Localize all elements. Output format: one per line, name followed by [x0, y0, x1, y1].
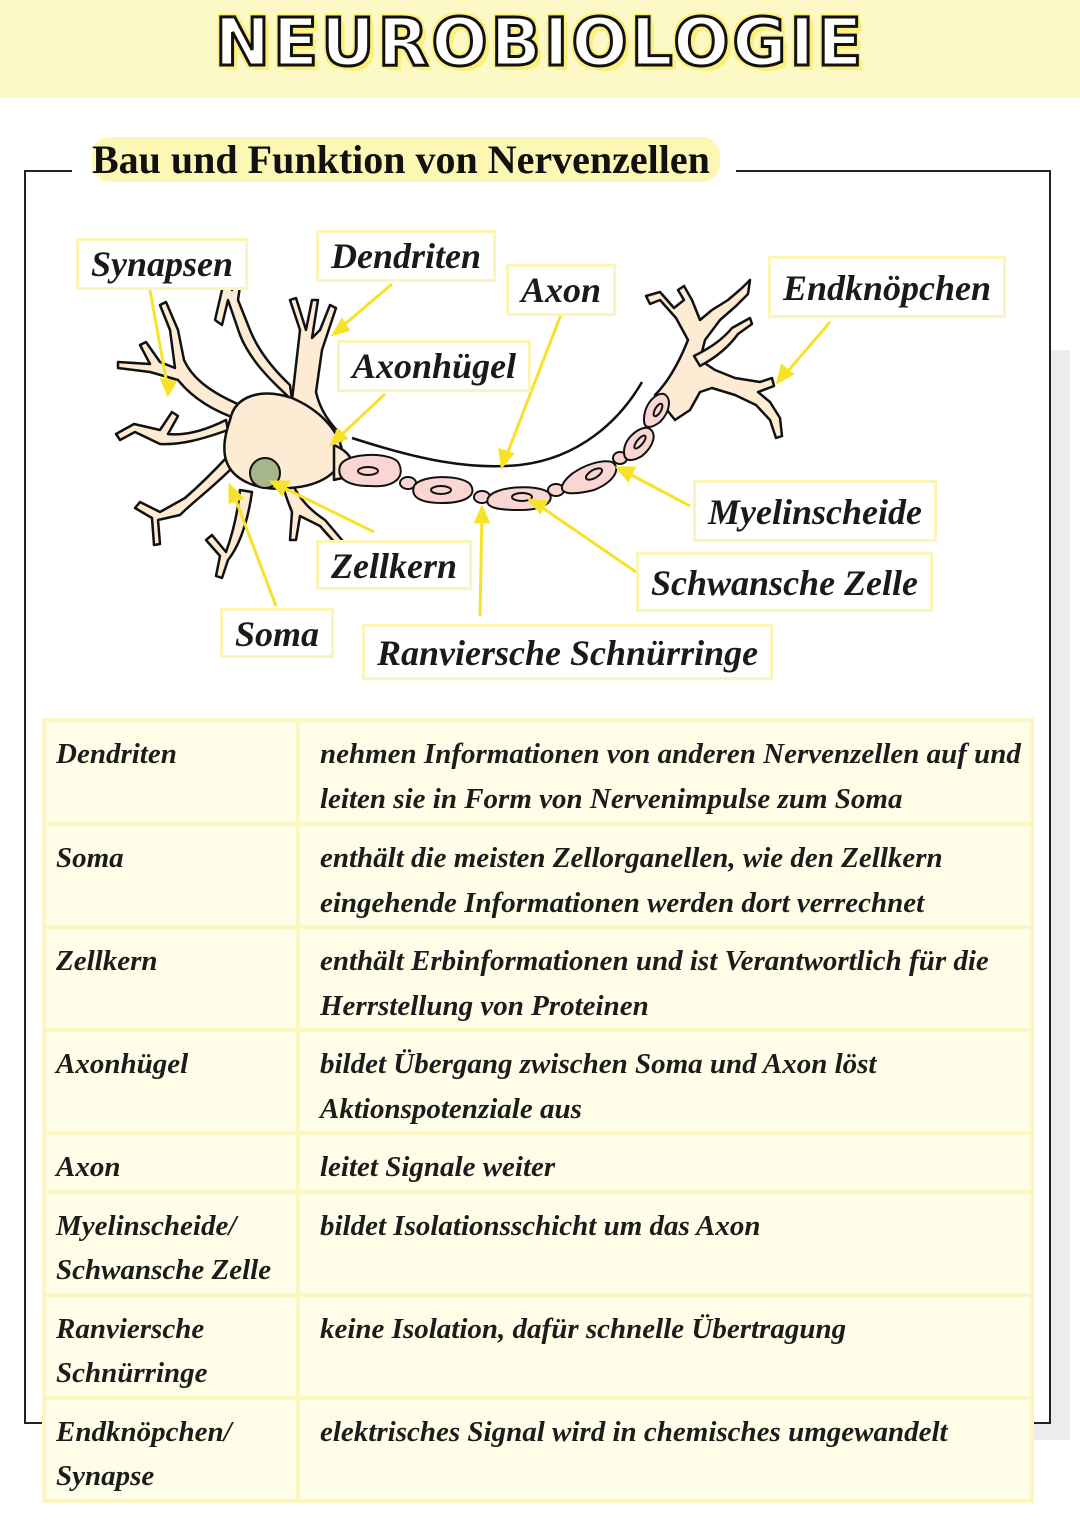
label-dendriten: Dendriten: [316, 230, 496, 282]
table-row: [44, 1192, 1032, 1295]
table-row: [44, 720, 1032, 824]
section-title-text: Bau und Funktion von Nervenzellen: [92, 137, 720, 182]
desc-cell: keine Isolation, dafür schnelle Übertragung: [298, 1295, 1032, 1398]
label-ranviersche: Ranviersche Schnürringe: [362, 624, 773, 680]
term-cell: Axon: [44, 1133, 298, 1192]
desc-cell: enthält die meisten Zellorganellen, wie den Zellkern eingehende Informationen werden dort verrechnet: [298, 824, 1032, 927]
table-row: [44, 1295, 1032, 1398]
label-zellkern: Zellkern: [316, 540, 472, 590]
desc-cell: nehmen Informationen von anderen Nervenzellen auf und leiten sie in Form von Nervenimpulse zum Soma: [298, 720, 1032, 824]
desc-cell: bildet Übergang zwischen Soma und Axon löst Aktionspotenziale aus: [298, 1030, 1032, 1133]
table-row: [44, 1133, 1032, 1192]
term-cell: Soma: [44, 824, 298, 927]
table-row: [44, 927, 1032, 1030]
neuron-cell: [116, 266, 782, 578]
term-cell: Endknöpchen/ Synapse: [44, 1398, 298, 1501]
page-title: NEUROBIOLOGIE: [214, 4, 866, 81]
label-synapsen: Synapsen: [76, 238, 248, 290]
axon-bracket: [352, 382, 642, 466]
label-soma: Soma: [220, 608, 334, 658]
table-row: [44, 1398, 1032, 1501]
term-cell: Myelinscheide/ Schwansche Zelle: [44, 1192, 298, 1295]
neuron-diagram: [0, 0, 1080, 720]
term-cell: Axonhügel: [44, 1030, 298, 1133]
term-cell: Dendriten: [44, 720, 298, 824]
term-cell: Ranviersche Schnürringe: [44, 1295, 298, 1398]
term-cell: Zellkern: [44, 927, 298, 1030]
label-myelinscheide: Myelinscheide: [693, 480, 937, 542]
label-endknoepchen: Endknöpchen: [768, 256, 1006, 318]
desc-cell: enthält Erbinformationen und ist Verantwortlich für die Herrstellung von Proteinen: [298, 927, 1032, 1030]
label-schwansche-zelle: Schwansche Zelle: [636, 552, 933, 612]
table-row: [44, 1030, 1032, 1133]
table-row: [44, 824, 1032, 927]
label-axonhuegel: Axonhügel: [337, 340, 531, 392]
definition-table: [42, 718, 1034, 1503]
desc-cell: leitet Signale weiter: [298, 1133, 1032, 1192]
desc-cell: bildet Isolationsschicht um das Axon: [298, 1192, 1032, 1295]
desc-cell: elektrisches Signal wird in chemisches umgewandelt: [298, 1398, 1032, 1501]
label-axon: Axon: [506, 264, 616, 316]
